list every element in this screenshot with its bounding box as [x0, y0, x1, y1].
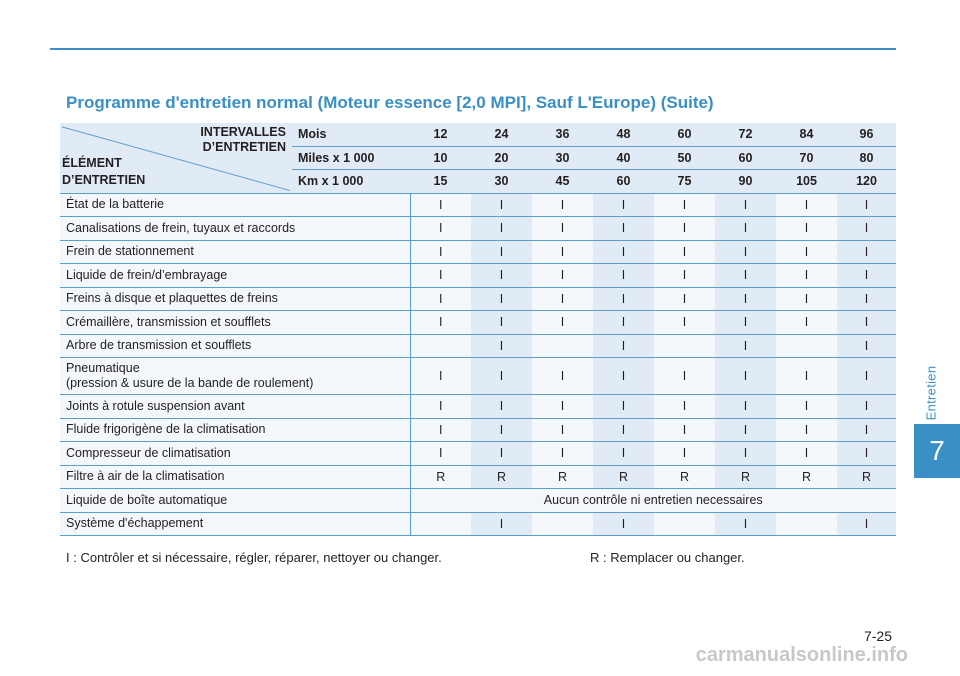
interval-value: 90	[715, 170, 776, 194]
maintenance-cell: I	[654, 287, 715, 311]
section-side-label-text: Entretien	[923, 365, 939, 421]
maintenance-cell: I	[532, 264, 593, 288]
maintenance-cell: I	[532, 418, 593, 442]
maintenance-cell: I	[715, 264, 776, 288]
interval-value: 30	[532, 146, 593, 170]
maintenance-cell: I	[776, 395, 837, 419]
maintenance-item-label: Freins à disque et plaquettes de freins	[60, 287, 410, 311]
maintenance-item-label: Compresseur de climatisation	[60, 442, 410, 466]
maintenance-cell: I	[593, 358, 654, 395]
maintenance-cell: I	[776, 240, 837, 264]
maintenance-cell: I	[837, 264, 896, 288]
maintenance-cell: I	[593, 264, 654, 288]
watermark: carmanualsonline.info	[695, 644, 908, 666]
maintenance-item-label: État de la batterie	[60, 193, 410, 217]
maintenance-cell: I	[654, 442, 715, 466]
maintenance-cell: I	[715, 512, 776, 536]
maintenance-cell: I	[593, 395, 654, 419]
maintenance-cell: I	[471, 395, 532, 419]
maintenance-cell: I	[532, 217, 593, 241]
maintenance-cell: I	[654, 395, 715, 419]
maintenance-cell	[532, 334, 593, 358]
maintenance-cell: R	[532, 465, 593, 489]
maintenance-cell: I	[471, 442, 532, 466]
maintenance-cell: I	[471, 287, 532, 311]
maintenance-item-label: Liquide de frein/d’embrayage	[60, 264, 410, 288]
maintenance-cell: I	[837, 395, 896, 419]
maintenance-cell: I	[776, 311, 837, 335]
interval-value: 48	[593, 123, 654, 146]
maintenance-item-label: Liquide de boîte automatique	[60, 489, 410, 513]
table-row	[60, 395, 896, 419]
chapter-tab: 7	[914, 424, 960, 478]
maintenance-cell: I	[410, 217, 471, 241]
maintenance-cell: I	[532, 311, 593, 335]
page-title: Programme d'entretien normal (Moteur essence [2,0 MPI], Sauf L'Europe) (Suite)	[66, 93, 714, 112]
maintenance-cell: I	[837, 217, 896, 241]
maintenance-item-label: Arbre de transmission et soufflets	[60, 334, 410, 358]
table-row	[60, 311, 896, 335]
maintenance-cell	[654, 334, 715, 358]
maintenance-cell: I	[593, 418, 654, 442]
interval-value: 80	[837, 146, 896, 170]
maintenance-item-label: Joints à rotule suspension avant	[60, 395, 410, 419]
maintenance-cell: I	[593, 287, 654, 311]
maintenance-cell: I	[410, 264, 471, 288]
interval-value: 84	[776, 123, 837, 146]
maintenance-cell: I	[776, 442, 837, 466]
interval-value: 96	[837, 123, 896, 146]
intervals-label-line1: INTERVALLES	[200, 125, 286, 139]
table-row	[60, 217, 896, 241]
table-row	[60, 465, 896, 489]
maintenance-cell: I	[654, 358, 715, 395]
page-number: 7-25	[863, 628, 892, 644]
maintenance-item-label-line2: (pression & usure de la bande de roulement)	[66, 376, 314, 390]
maintenance-cell	[532, 512, 593, 536]
maintenance-cell: I	[837, 311, 896, 335]
interval-unit-label: Km x 1 000	[292, 170, 410, 194]
maintenance-item-label-line1: Pneumatique	[66, 361, 140, 375]
section-side-label	[919, 358, 943, 428]
maintenance-cell: I	[593, 311, 654, 335]
interval-value: 30	[471, 170, 532, 194]
maintenance-cell: I	[532, 287, 593, 311]
maintenance-cell: I	[715, 395, 776, 419]
maintenance-item-label: Canalisations de frein, tuyaux et raccords	[60, 217, 410, 241]
maintenance-cell: I	[776, 193, 837, 217]
maintenance-cell: I	[837, 287, 896, 311]
maintenance-cell: I	[715, 418, 776, 442]
intervals-label	[200, 125, 286, 155]
maintenance-cell: R	[776, 465, 837, 489]
maintenance-cell: I	[715, 193, 776, 217]
maintenance-cell: I	[776, 264, 837, 288]
maintenance-cell: I	[776, 358, 837, 395]
maintenance-cell: I	[593, 442, 654, 466]
maintenance-cell: I	[654, 264, 715, 288]
maintenance-cell: I	[715, 358, 776, 395]
interval-value: 36	[532, 123, 593, 146]
interval-value: 60	[593, 170, 654, 194]
header-row	[60, 123, 896, 146]
maintenance-cell: I	[654, 193, 715, 217]
element-label-line2: D’ENTRETIEN	[62, 172, 146, 187]
maintenance-cell: I	[715, 311, 776, 335]
maintenance-cell: I	[837, 193, 896, 217]
interval-value: 15	[410, 170, 471, 194]
intervals-label-line2: D’ENTRETIEN	[202, 140, 286, 154]
maintenance-cell: I	[593, 193, 654, 217]
maintenance-cell: I	[837, 418, 896, 442]
maintenance-cell: I	[410, 358, 471, 395]
table-row	[60, 240, 896, 264]
maintenance-item-label: Fluide frigorigène de la climatisation	[60, 418, 410, 442]
maintenance-cell: I	[532, 395, 593, 419]
maintenance-cell: I	[837, 240, 896, 264]
table-row	[60, 489, 896, 513]
maintenance-cell: I	[593, 240, 654, 264]
table-row	[60, 193, 896, 217]
interval-value: 75	[654, 170, 715, 194]
maintenance-cell: I	[593, 217, 654, 241]
maintenance-cell: I	[654, 418, 715, 442]
no-maintenance-note: Aucun contrôle ni entretien necessaires	[410, 489, 896, 513]
maintenance-cell: I	[715, 240, 776, 264]
maintenance-cell: R	[593, 465, 654, 489]
maintenance-cell: I	[410, 240, 471, 264]
maintenance-cell: R	[654, 465, 715, 489]
maintenance-cell: I	[837, 512, 896, 536]
maintenance-table	[60, 123, 896, 536]
maintenance-cell: I	[837, 442, 896, 466]
maintenance-cell: I	[471, 334, 532, 358]
maintenance-cell: I	[715, 217, 776, 241]
interval-value: 12	[410, 123, 471, 146]
maintenance-cell: I	[410, 193, 471, 217]
table-row	[60, 287, 896, 311]
table-corner-header	[60, 123, 292, 193]
interval-value: 50	[654, 146, 715, 170]
interval-value: 105	[776, 170, 837, 194]
maintenance-cell	[410, 334, 471, 358]
maintenance-item-label	[60, 358, 410, 395]
maintenance-cell: I	[410, 287, 471, 311]
maintenance-cell: R	[837, 465, 896, 489]
table-row	[60, 512, 896, 536]
maintenance-cell: I	[715, 287, 776, 311]
maintenance-cell: I	[837, 334, 896, 358]
maintenance-cell: I	[593, 512, 654, 536]
maintenance-cell: I	[471, 358, 532, 395]
interval-value: 45	[532, 170, 593, 194]
maintenance-cell: I	[410, 418, 471, 442]
maintenance-cell	[776, 334, 837, 358]
element-label-line1: ÉLÉMENT	[62, 155, 122, 170]
maintenance-item-label: Crémaillère, transmission et soufflets	[60, 311, 410, 335]
table-row	[60, 264, 896, 288]
maintenance-cell: I	[654, 240, 715, 264]
interval-value: 70	[776, 146, 837, 170]
maintenance-cell: I	[410, 442, 471, 466]
maintenance-cell	[654, 512, 715, 536]
legend-inspect: I : Contrôler et si nécessaire, régler, réparer, nettoyer ou changer.	[66, 550, 442, 565]
legend-replace: R : Remplacer ou changer.	[590, 550, 745, 565]
maintenance-cell: R	[715, 465, 776, 489]
top-rule	[50, 48, 896, 50]
maintenance-cell: I	[532, 193, 593, 217]
maintenance-cell: I	[715, 334, 776, 358]
maintenance-item-label: Frein de stationnement	[60, 240, 410, 264]
maintenance-cell	[776, 512, 837, 536]
maintenance-cell: I	[776, 217, 837, 241]
interval-unit-label: Mois	[292, 123, 410, 146]
maintenance-cell: I	[654, 311, 715, 335]
table-row	[60, 334, 896, 358]
maintenance-cell: I	[471, 418, 532, 442]
maintenance-cell: I	[410, 395, 471, 419]
interval-value: 24	[471, 123, 532, 146]
maintenance-cell: I	[593, 334, 654, 358]
maintenance-cell: I	[410, 311, 471, 335]
maintenance-cell: I	[532, 442, 593, 466]
maintenance-cell: R	[410, 465, 471, 489]
table-row	[60, 358, 896, 395]
interval-value: 10	[410, 146, 471, 170]
maintenance-cell: I	[776, 287, 837, 311]
maintenance-cell: I	[776, 418, 837, 442]
interval-value: 40	[593, 146, 654, 170]
maintenance-item-label: Système d'échappement	[60, 512, 410, 536]
maintenance-item-label: Filtre à air de la climatisation	[60, 465, 410, 489]
interval-value: 72	[715, 123, 776, 146]
table-row	[60, 442, 896, 466]
maintenance-cell: I	[532, 358, 593, 395]
interval-unit-label: Miles x 1 000	[292, 146, 410, 170]
maintenance-cell: I	[471, 240, 532, 264]
maintenance-cell: I	[837, 358, 896, 395]
maintenance-cell: I	[471, 311, 532, 335]
maintenance-cell: R	[471, 465, 532, 489]
interval-value: 120	[837, 170, 896, 194]
interval-value: 20	[471, 146, 532, 170]
interval-value: 60	[654, 123, 715, 146]
maintenance-cell: I	[654, 217, 715, 241]
maintenance-cell: I	[532, 240, 593, 264]
maintenance-cell	[410, 512, 471, 536]
maintenance-cell: I	[471, 193, 532, 217]
maintenance-cell: I	[471, 512, 532, 536]
element-label	[62, 155, 145, 189]
table-row	[60, 418, 896, 442]
interval-value: 60	[715, 146, 776, 170]
maintenance-cell: I	[715, 442, 776, 466]
maintenance-cell: I	[471, 217, 532, 241]
maintenance-cell: I	[471, 264, 532, 288]
